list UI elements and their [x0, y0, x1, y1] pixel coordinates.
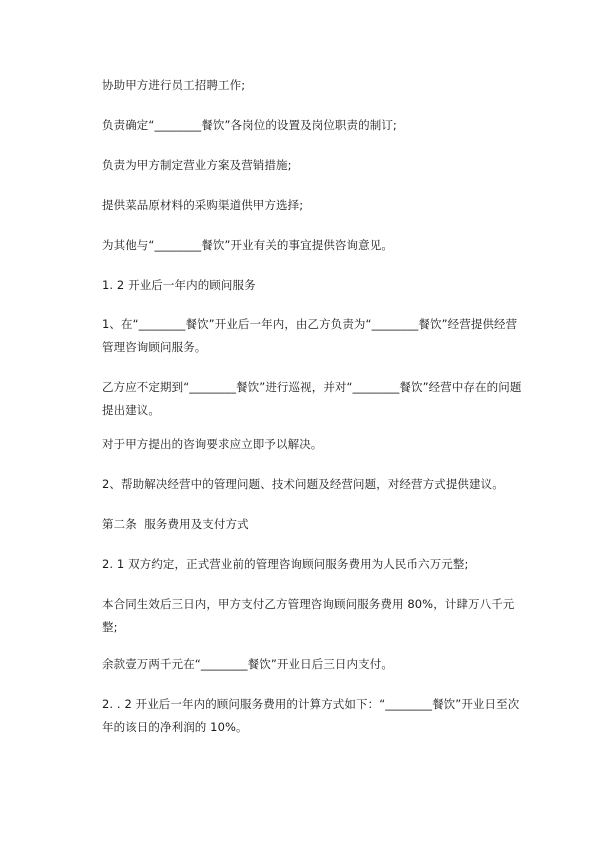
section-heading-1-2: 1. 2 开业后一年内的顾问服务 — [102, 278, 256, 292]
paragraph-item-2: 2、帮助解决经营中的管理问题、技术问题及经营问题，对经营方式提供建议。 — [102, 477, 504, 491]
paragraph-procurement: 提供菜品原材料的采购渠道供甲方选择; — [102, 198, 304, 212]
article-two-heading: 第二条 服务费用及支付方式 — [102, 517, 249, 531]
paragraph-consulting-opinion: 为其他与“________餐饮”开业有关的事宜提供咨询意见。 — [102, 238, 393, 252]
paragraph-recruitment: 协助甲方进行员工招聘工作; — [102, 78, 246, 92]
paragraph-inspection: 乙方应不定期到“________餐饮”进行巡视，并对“________餐饮”经营中存在的问题提出建议。 — [102, 380, 522, 417]
paragraph-2-1: 2. 1 双方约定，正式营业前的管理咨询顾问服务费用为人民币六万元整; — [102, 557, 469, 571]
paragraph-requests: 对于甲方提出的咨询要求应立即予以解决。 — [102, 437, 323, 451]
paragraph-2-2: 2. . 2 开业后一年内的顾问服务费用的计算方式如下：“________餐饮”开业日至次年的该日的净利润的 10%。 — [102, 697, 520, 734]
paragraph-payment-80: 本合同生效后三日内，甲方支付乙方管理咨询顾问服务费用 80%，计肆万八千元整; — [102, 597, 515, 634]
paragraph-item-1: 1、在“________餐饮”开业后一年内，由乙方负责为“________餐饮”经营提供经营管理咨询顾问服务。 — [102, 317, 518, 354]
paragraph-positions: 负责确定“________餐饮”各岗位的设置及岗位职责的制订; — [102, 118, 397, 132]
paragraph-business-plan: 负责为甲方制定营业方案及营销措施; — [102, 158, 292, 172]
paragraph-balance-payment: 余款壹万两千元在“________餐饮”开业日后三日内支付。 — [102, 657, 393, 671]
